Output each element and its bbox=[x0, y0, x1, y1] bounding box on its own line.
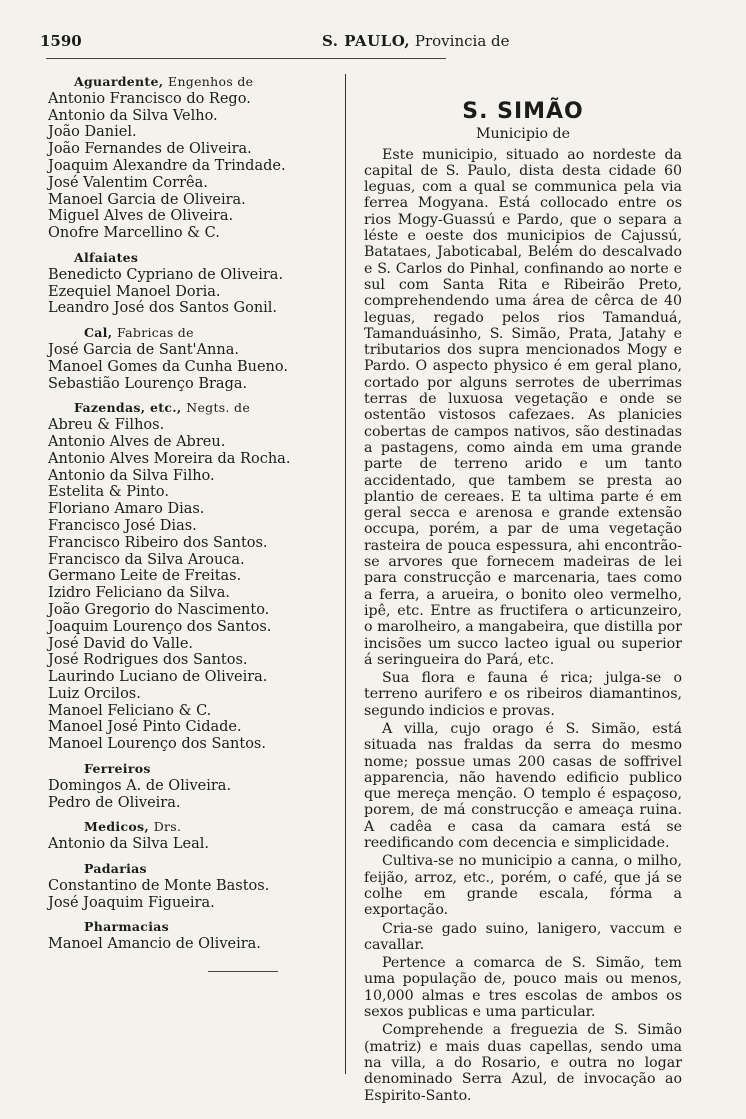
directory-entry: Laurindo Luciano de Oliveira. bbox=[48, 669, 268, 686]
directory-entry: Manoel Gomes da Cunha Bueno. bbox=[48, 358, 288, 375]
section-heading-main: Ferreiros bbox=[84, 761, 151, 777]
section-heading-rest: Fabricas de bbox=[117, 325, 194, 341]
directory-entry: Francisco Ribeiro dos Santos. bbox=[48, 534, 268, 551]
directory-entry: Onofre Marcellino & C. bbox=[48, 225, 220, 242]
directory-entry: Joaquim Alexandre da Trindade. bbox=[48, 157, 286, 174]
right-column-article bbox=[364, 96, 682, 1104]
running-title bbox=[322, 32, 510, 50]
article-body bbox=[364, 147, 682, 1104]
directory-entry: Benedicto Cypriano de Oliveira. bbox=[48, 266, 284, 283]
directory-entry: José Joaquim Figueira. bbox=[48, 894, 215, 911]
directory-entry: João Gregorio do Nascimento. bbox=[48, 601, 270, 618]
directory-entry: Francisco José Dias. bbox=[48, 517, 197, 534]
directory-entry: Germano Leite de Freitas. bbox=[48, 568, 242, 585]
section-heading bbox=[48, 325, 338, 342]
section-heading bbox=[48, 400, 338, 417]
section-heading bbox=[48, 74, 338, 91]
directory-entry: Antonio da Silva Filho. bbox=[48, 467, 215, 484]
section-heading bbox=[48, 919, 338, 936]
article-paragraph: Sua flora e fauna é rica; julga-se o terreno aurifero e os ribeiros diamantinos, segundo indicios e provas. bbox=[364, 670, 682, 719]
header-rule bbox=[46, 58, 446, 59]
directory-entry: Pedro de Oliveira. bbox=[48, 794, 181, 811]
directory-entry: José Garcia de Sant'Anna. bbox=[48, 341, 239, 358]
directory-entry: João Daniel. bbox=[48, 124, 137, 141]
directory-entry: Manoel Amancio de Oliveira. bbox=[48, 936, 261, 953]
article-paragraph: A villa, cujo orago é S. Simão, está situada nas fraldas da serra do mesmo nome; possue umas 200 casas de soffrivel apparencia, não havendo edificio publico que mereça menção. O templo é espaçoso, porem, de má construcção e ameaça ruina. A cadêa e casa da camara está se reedificando com decencia e simplicidade. bbox=[364, 720, 682, 852]
directory-entry: João Fernandes de Oliveira. bbox=[48, 141, 252, 158]
section-heading bbox=[48, 761, 338, 778]
directory-entry: Antonio da Silva Velho. bbox=[48, 107, 218, 124]
article-subtitle: Municipio de bbox=[476, 126, 570, 143]
section-heading-main: Pharmacias bbox=[84, 919, 169, 935]
section-heading-main: Alfaiates bbox=[74, 249, 139, 265]
directory-entry: Joaquim Lourenço dos Santos. bbox=[48, 618, 272, 635]
column-divider bbox=[345, 74, 346, 1074]
directory-entry: Constantino de Monte Bastos. bbox=[48, 877, 270, 894]
directory-entry: Manoel Garcia de Oliveira. bbox=[48, 191, 246, 208]
running-title-rest: Provincia de bbox=[414, 32, 510, 50]
directory-entry: Antonio Alves de Abreu. bbox=[48, 433, 226, 450]
directory-entry: Izidro Feliciano da Silva. bbox=[48, 585, 230, 602]
directory-entry: Ezequiel Manoel Doria. bbox=[48, 283, 221, 300]
directory-entry: Miguel Alves de Oliveira. bbox=[48, 208, 234, 225]
section-heading-rest: Drs. bbox=[153, 819, 182, 835]
directory-entry: Antonio Alves Moreira da Rocha. bbox=[48, 450, 291, 467]
directory-entry: José Valentim Corrêa. bbox=[48, 174, 208, 191]
article-paragraph: Cria-se gado suino, lanigero, vaccum e cavallar. bbox=[364, 920, 682, 953]
directory-entry: Floriano Amaro Dias. bbox=[48, 501, 205, 518]
section-heading-main: Medicos, bbox=[84, 819, 150, 835]
article-paragraph: Pertence a comarca de S. Simão, tem uma população de, pouco mais ou menos, 10,000 almas e tres escolas de ambos os sexos publicas e uma particular. bbox=[364, 955, 682, 1021]
directory-entry: Domingos A. de Oliveira. bbox=[48, 777, 232, 794]
article-paragraph: Cultiva-se no municipio a canna, o milho, feijão, arroz, etc., porém, o café, que já se colhe em grande escala, fórma a exportação. bbox=[364, 853, 682, 919]
directory-entry: Leandro José dos Santos Gonil. bbox=[48, 300, 278, 317]
running-title-bold: S. PAULO, bbox=[322, 32, 411, 50]
directory-entry: Francisco da Silva Arouca. bbox=[48, 551, 245, 568]
directory-entry: Sebastião Lourenço Braga. bbox=[48, 375, 248, 392]
section-heading bbox=[48, 250, 338, 267]
directory-entry: Antonio Francisco do Rego. bbox=[48, 90, 251, 107]
directory-entry: José David do Valle. bbox=[48, 635, 194, 652]
directory-entry: Luiz Orcilos. bbox=[48, 685, 141, 702]
directory-entry: José Rodrigues dos Santos. bbox=[48, 652, 248, 669]
page-header bbox=[40, 32, 700, 54]
section-heading-rest: Negts. de bbox=[186, 400, 251, 416]
directory-entry: Manoel Feliciano & C. bbox=[48, 702, 212, 719]
section-heading-main: Padarias bbox=[84, 861, 147, 877]
directory-entry: Antonio da Silva Leal. bbox=[48, 836, 209, 853]
article-paragraph: Comprehende a freguezia de S. Simão (matriz) e mais duas capellas, sendo uma na villa, a do Rosario, e outra no logar denominado Serra Azul, de invocação ao Espirito-Santo. bbox=[364, 1022, 682, 1104]
directory-entry: Estelita & Pinto. bbox=[48, 484, 169, 501]
end-rule bbox=[208, 971, 278, 972]
left-column-directory bbox=[48, 74, 338, 972]
section-heading-main: Fazendas, etc., bbox=[74, 400, 182, 416]
section-heading bbox=[48, 861, 338, 878]
directory-entry: Manoel Lourenço dos Santos. bbox=[48, 736, 266, 753]
article-paragraph: Este municipio, situado ao nordeste da capital de S. Paulo, dista desta cidade 60 leguas, com a qual se communica pela via ferrea Mogyana. Está collocado entre os rios Mogy-Guassú e Pardo, que o separa a léste e oeste dos municipios de Cajussú, Batataes, Jaboticabal, Belém do descalvado e S. Carlos do Pinhal, confinando ao norte e sul com Santa Rita e Ribeirão Preto, comprehendendo uma área de cêrca de 40 leguas, regado pelos rios Tamanduá, Tamanduásinho, S. Simão, Prata, Jatahy e tributarios dos supra mencionados Mogy e Pardo. O aspecto physico é em geral plano, cortado por alguns serrotes de uberrimas terras de luxuosa vegetação e onde se ostentão vistosos cafezaes. As planicies cobertas de campos nativos, são destinadas a pastagens, como ainda em uma grande parte de terreno arido e um tanto accidentado, que tambem se presta ao plantio de cereaes. E ta ultima parte é em geral secca e arenosa e grande extensão occupa, porém, a par de uma vegetação rasteira de pouca espessura, ahi encontrão-se arvores que fornecem madeiras de lei para construcção e marcenaria, taes como a ferra, a arueira, o bonito oleo vermelho, ipê, etc. Entre as fructifera o articunzeiro, o marolheiro, a mangabeira, que distilla por incisões um succo lacteo igual ou superior á seringueira do Pará, etc. bbox=[364, 146, 682, 668]
page-number: 1590 bbox=[40, 32, 82, 50]
section-heading bbox=[48, 819, 338, 836]
section-heading-main: Aguardente, bbox=[74, 74, 164, 89]
section-heading-main: Cal, bbox=[84, 325, 113, 341]
article-title: S. SIMÃO bbox=[462, 99, 584, 124]
section-heading-rest: Engenhos de bbox=[168, 74, 254, 89]
directory-entry: Abreu & Filhos. bbox=[48, 417, 165, 434]
directory-entry: Manoel José Pinto Cidade. bbox=[48, 719, 242, 736]
